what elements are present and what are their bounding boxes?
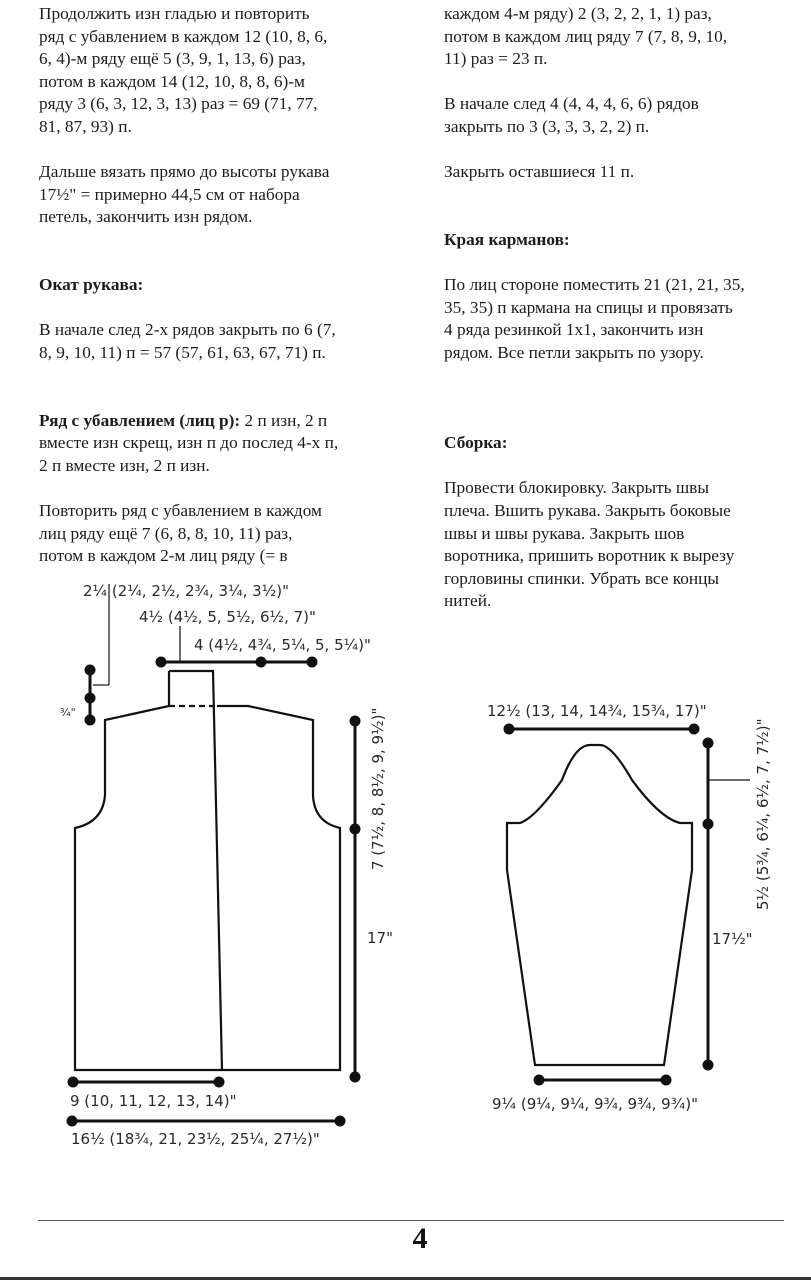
label-slope: ¾" [60,706,76,719]
sleeve-cap-heading: Окат рукава: [39,275,144,295]
section-pocket-edges [444,206,804,387]
assembly-heading: Сборка: [444,433,508,453]
dot [335,1116,345,1126]
dot [214,1077,224,1087]
dot [256,657,266,667]
decrease-row-text: 2 п изн, 2 п вместе изн скрещ, изн п до послед 4-х п, 2 п вместе изн, 2 п изн. [39,410,339,475]
dot [350,716,360,726]
assembly-text: Провести блокировку. Закрыть швы плеча. Вшить рукава. Закрыть боковые швы и швы рукава. Закрыть шов воротника, пришить воротник к вырезу горловины спинки. Убрать все концы нитей. [444,478,735,611]
sleeve-cap-text: В начале след 2-х рядов закрыть по 6 (7, 8, 9, 10, 11) п = 57 (57, 61, 63, 67, 71) п. [39,320,336,362]
instructions-left-column [39,3,409,590]
body-outline [75,671,340,1070]
dot [703,819,713,829]
label-full-width: 16½ (18¾, 21, 23½, 25¼, 27½)" [71,1130,320,1148]
sleeve-outline [507,745,692,1065]
label-cuff-width: 9¼ (9¼, 9¼, 9¾, 9¾, 9¾)" [492,1095,699,1113]
sleeve-dimensions [504,724,750,1085]
paragraph-decrease-repeat: Продолжить изн гладью и повторить ряд с убавлением в каждом 12 (10, 8, 6, 6, 4)-м ряду ещё 5 (3, 9, 1, 13, 6) раз, потом в каждом 14 (12, 10, 8, 8, 6)-м ряду 3 (6, 3, 12, 3, 13) раз = 69 (71, 77, 81, 87, 93) п. [39,4,328,136]
body-dimensions [67,584,360,1126]
footer-divider [38,1220,784,1221]
dot [703,1060,713,1070]
pocket-edges-heading: Края карманов: [444,229,570,249]
dot [85,715,95,725]
dot [350,1072,360,1082]
dot [504,724,514,734]
label-sleeve-upper-width: 12½ (13, 14, 14¾, 15¾, 17)" [487,702,707,720]
label-half-width: 9 (10, 11, 12, 13, 14)" [70,1092,237,1110]
paragraph-work-straight: Дальше вязать прямо до высоты рукава 17½" = примерно 44,5 см от набора петель, закончить изн рядом. [39,162,330,227]
label-sleeve-length: 17½" [712,930,753,948]
body-schematic [75,671,340,1070]
paragraph-bind-off-remaining: Закрыть оставшиеся 11 п. [444,162,635,182]
schematic-diagram [0,560,811,1180]
paragraph-repeat-decrease: Повторить ряд с убавлением в каждом лиц ряду ещё 7 (6, 8, 8, 10, 11) раз, потом в каждом 2-м лиц ряду (= в [39,501,322,566]
dot [68,1077,78,1087]
dot [661,1075,671,1085]
dot [67,1116,77,1126]
dot [85,665,95,675]
paragraph-bind-off-rows: В начале след 4 (4, 4, 4, 6, 6) рядов закрыть по 3 (3, 3, 3, 2, 2) п. [444,94,699,136]
dot [534,1075,544,1085]
dot [703,738,713,748]
label-shoulder-drop: 2¼ (2¼, 2½, 2¾, 3¼, 3½)" [83,582,290,600]
label-body-length: 17" [367,929,393,947]
paragraph-decrease-row [39,410,409,478]
dot [156,657,166,667]
decrease-row-heading: Ряд с убавлением (лиц р): [39,410,241,430]
label-neck-width: 4½ (4½, 5, 5½, 6½, 7)" [139,608,316,626]
dot [85,693,95,703]
paragraph-continue-decrease: каждом 4-м ряду) 2 (3, 2, 2, 1, 1) раз, потом в каждом лиц ряду 7 (7, 8, 9, 10, 11) раз = 23 п. [444,4,728,69]
label-armhole-depth: 7 (7½, 8, 8½, 9, 9½)" [369,707,387,870]
section-sleeve-cap [39,252,409,388]
label-sleeve-cap-height: 5½ (5¾, 6¼, 6½, 7, 7½)" [754,718,772,910]
dot [350,824,360,834]
sleeve-schematic [507,745,692,1065]
dot [307,657,317,667]
label-shoulder-width: 4 (4½, 4¾, 5¼, 5, 5¼)" [194,636,371,654]
pocket-edges-text: По лиц стороне поместить 21 (21, 21, 35, 35, 35) п кармана на спицы и провязать 4 ряда резинкой 1х1, закончить изн рядом. Все петли закрыть по узору. [444,275,745,362]
page-number: 4 [412,1222,428,1255]
dot [689,724,699,734]
